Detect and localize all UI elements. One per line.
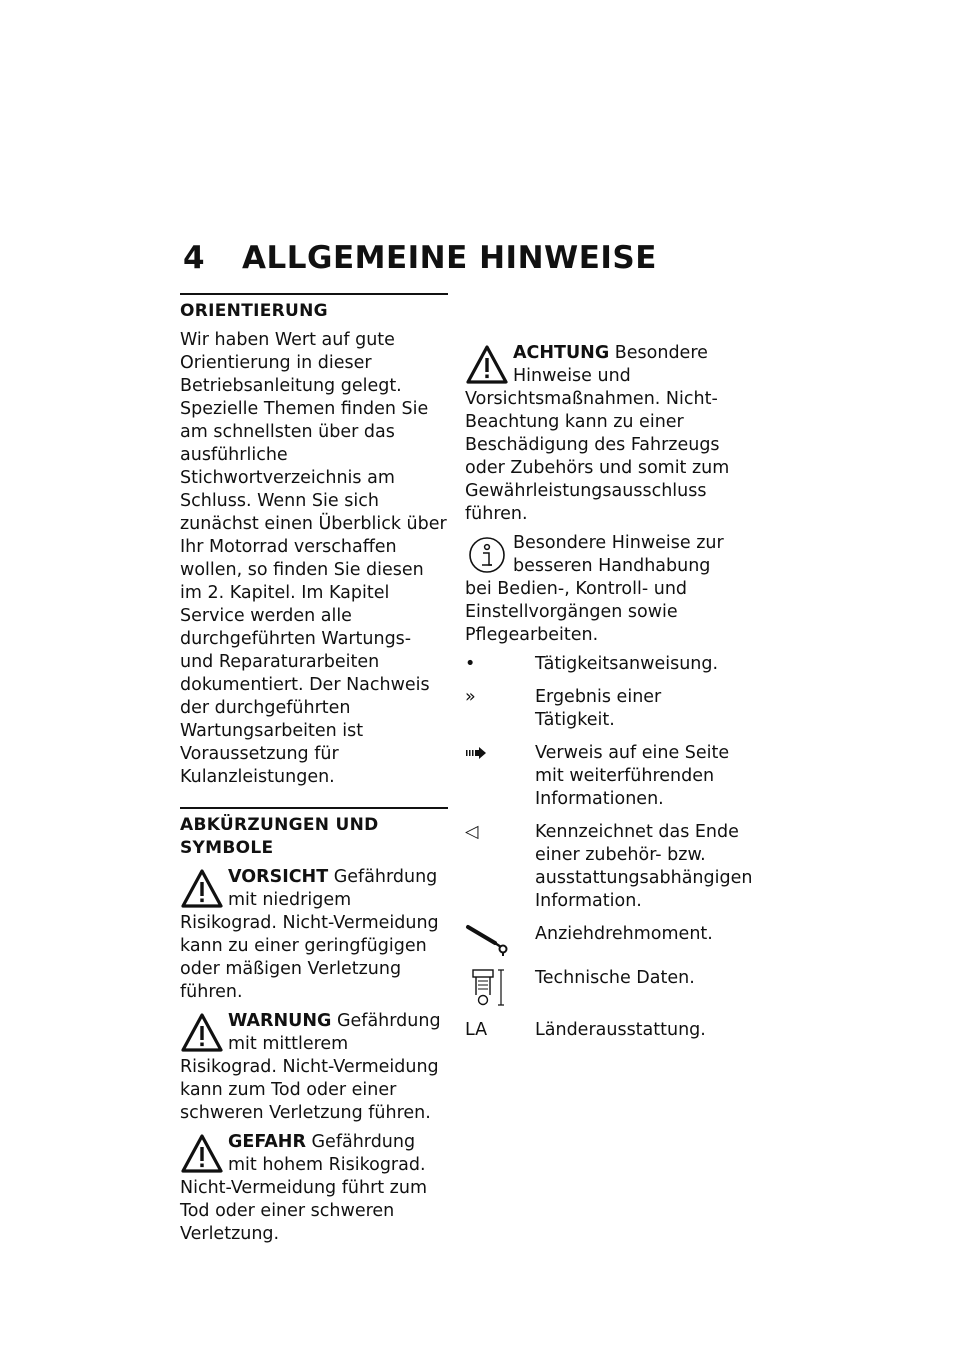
symbol-list [465,653,753,1042]
technical-data-cell [465,967,535,1009]
bullet-icon: • [465,654,476,674]
vorsicht-text: Gefährdung mit niedrigem Risikograd. Nicht-Vermeidung kann zu einer geringfügigen oder mäßigen Verletzung führen. [180,867,439,1002]
torque-wrench-cell [465,923,535,957]
orientation-body: Wir haben Wert auf gute Orientierung in dieser Betriebsanleitung gelegt. Spezielle Themen finden Sie am schnellsten über das ausführliche Stichwortverzeichnis am Schluss. Wenn Sie sich zunächst einen Überblick über Ihr Motorrad verschaffen wollen, so finden Sie diesen im 2. Kapitel. Im Kapitel Service werden alle durchgeführten Wartungs- und Reparaturarbeiten dokumentiert. Der Nachweis der durchgeführten Wartungsarbeiten ist Voraussetzung für Kulanzleistungen. [180,330,447,787]
chapter-number: 4 [183,240,206,276]
technical-data-icon [465,967,507,1009]
symbol-row [465,686,733,732]
orientation-heading: ORIENTIERUNG [180,301,328,321]
symbol-description: Verweis auf eine Seite mit weiterführenden Informationen. [535,743,730,809]
symbol-description: Anziehdrehmoment. [535,924,713,944]
abbreviations-section [180,807,448,1246]
info-text: Besondere Hinweise zur besseren Handhabung bei Bedien-, Kontroll- und Einstellvorgängen sowie Pflegearbeiten. [465,533,724,645]
warnung-keyword: WARNUNG [228,1011,332,1031]
achtung-text: Besondere Hinweise und Vorsichtsmaßnahmen. Nicht-Beachtung kann zu einer Beschädigung des Fahrzeugs oder Zubehörs und somit zum Gewährleistungsausschluss führen. [465,343,730,524]
symbol-description: Kennzeichnet das Ende einer zubehör- bzw. ausstattungsabhängigen Information. [535,822,753,911]
gefahr-text: Gefährdung mit hohem Risikograd. Nicht-Vermeidung führt zum Tod oder einer schweren Verletzung. [180,1132,428,1244]
warning-triangle-icon [465,344,509,386]
vorsicht-keyword: VORSICHT [228,867,329,887]
warning-triangle-icon [180,1012,224,1054]
torque-wrench-icon [465,923,511,957]
symbol-row [465,1019,733,1042]
symbol-row [465,821,753,913]
gefahr-notice [180,1131,448,1246]
symbol-description: Tätigkeitsanweisung. [535,654,719,674]
reference-arrow-cell [465,742,535,811]
warnung-notice [180,1010,448,1125]
warning-triangle-icon [180,1133,224,1175]
end-marker-icon: ◁ [465,822,479,842]
warnung-text: Gefährdung mit mittlerem Risikograd. Nicht-Vermeidung kann zum Tod oder einer schweren Verletzung führen. [180,1011,441,1123]
info-notice [465,532,733,647]
symbol-description: Ergebnis einer Tätigkeit. [535,687,662,730]
abbreviations-heading: ABKÜRZUNGEN UND SYMBOLE [180,815,379,858]
orientation-section [180,293,448,789]
country-equipment-label: LA [465,1020,488,1040]
chapter-title [183,238,783,278]
reference-arrow-icon [465,742,489,764]
left-column [180,293,448,1246]
gefahr-keyword: GEFAHR [228,1132,306,1152]
symbol-row [465,742,733,811]
achtung-keyword: ACHTUNG [513,343,610,363]
symbol-description: Technische Daten. [535,968,695,988]
symbol-row [465,923,733,957]
achtung-notice [465,342,733,526]
right-column-main [465,342,753,1052]
vorsicht-notice [180,866,448,1004]
symbol-description: Länderausstattung. [535,1020,706,1040]
symbol-row [465,967,733,1009]
warning-triangle-icon [180,868,224,910]
chapter-title-text: ALLGEMEINE HINWEISE [242,240,657,276]
symbol-row [465,653,733,676]
result-icon: » [465,687,476,707]
info-icon [465,534,509,576]
